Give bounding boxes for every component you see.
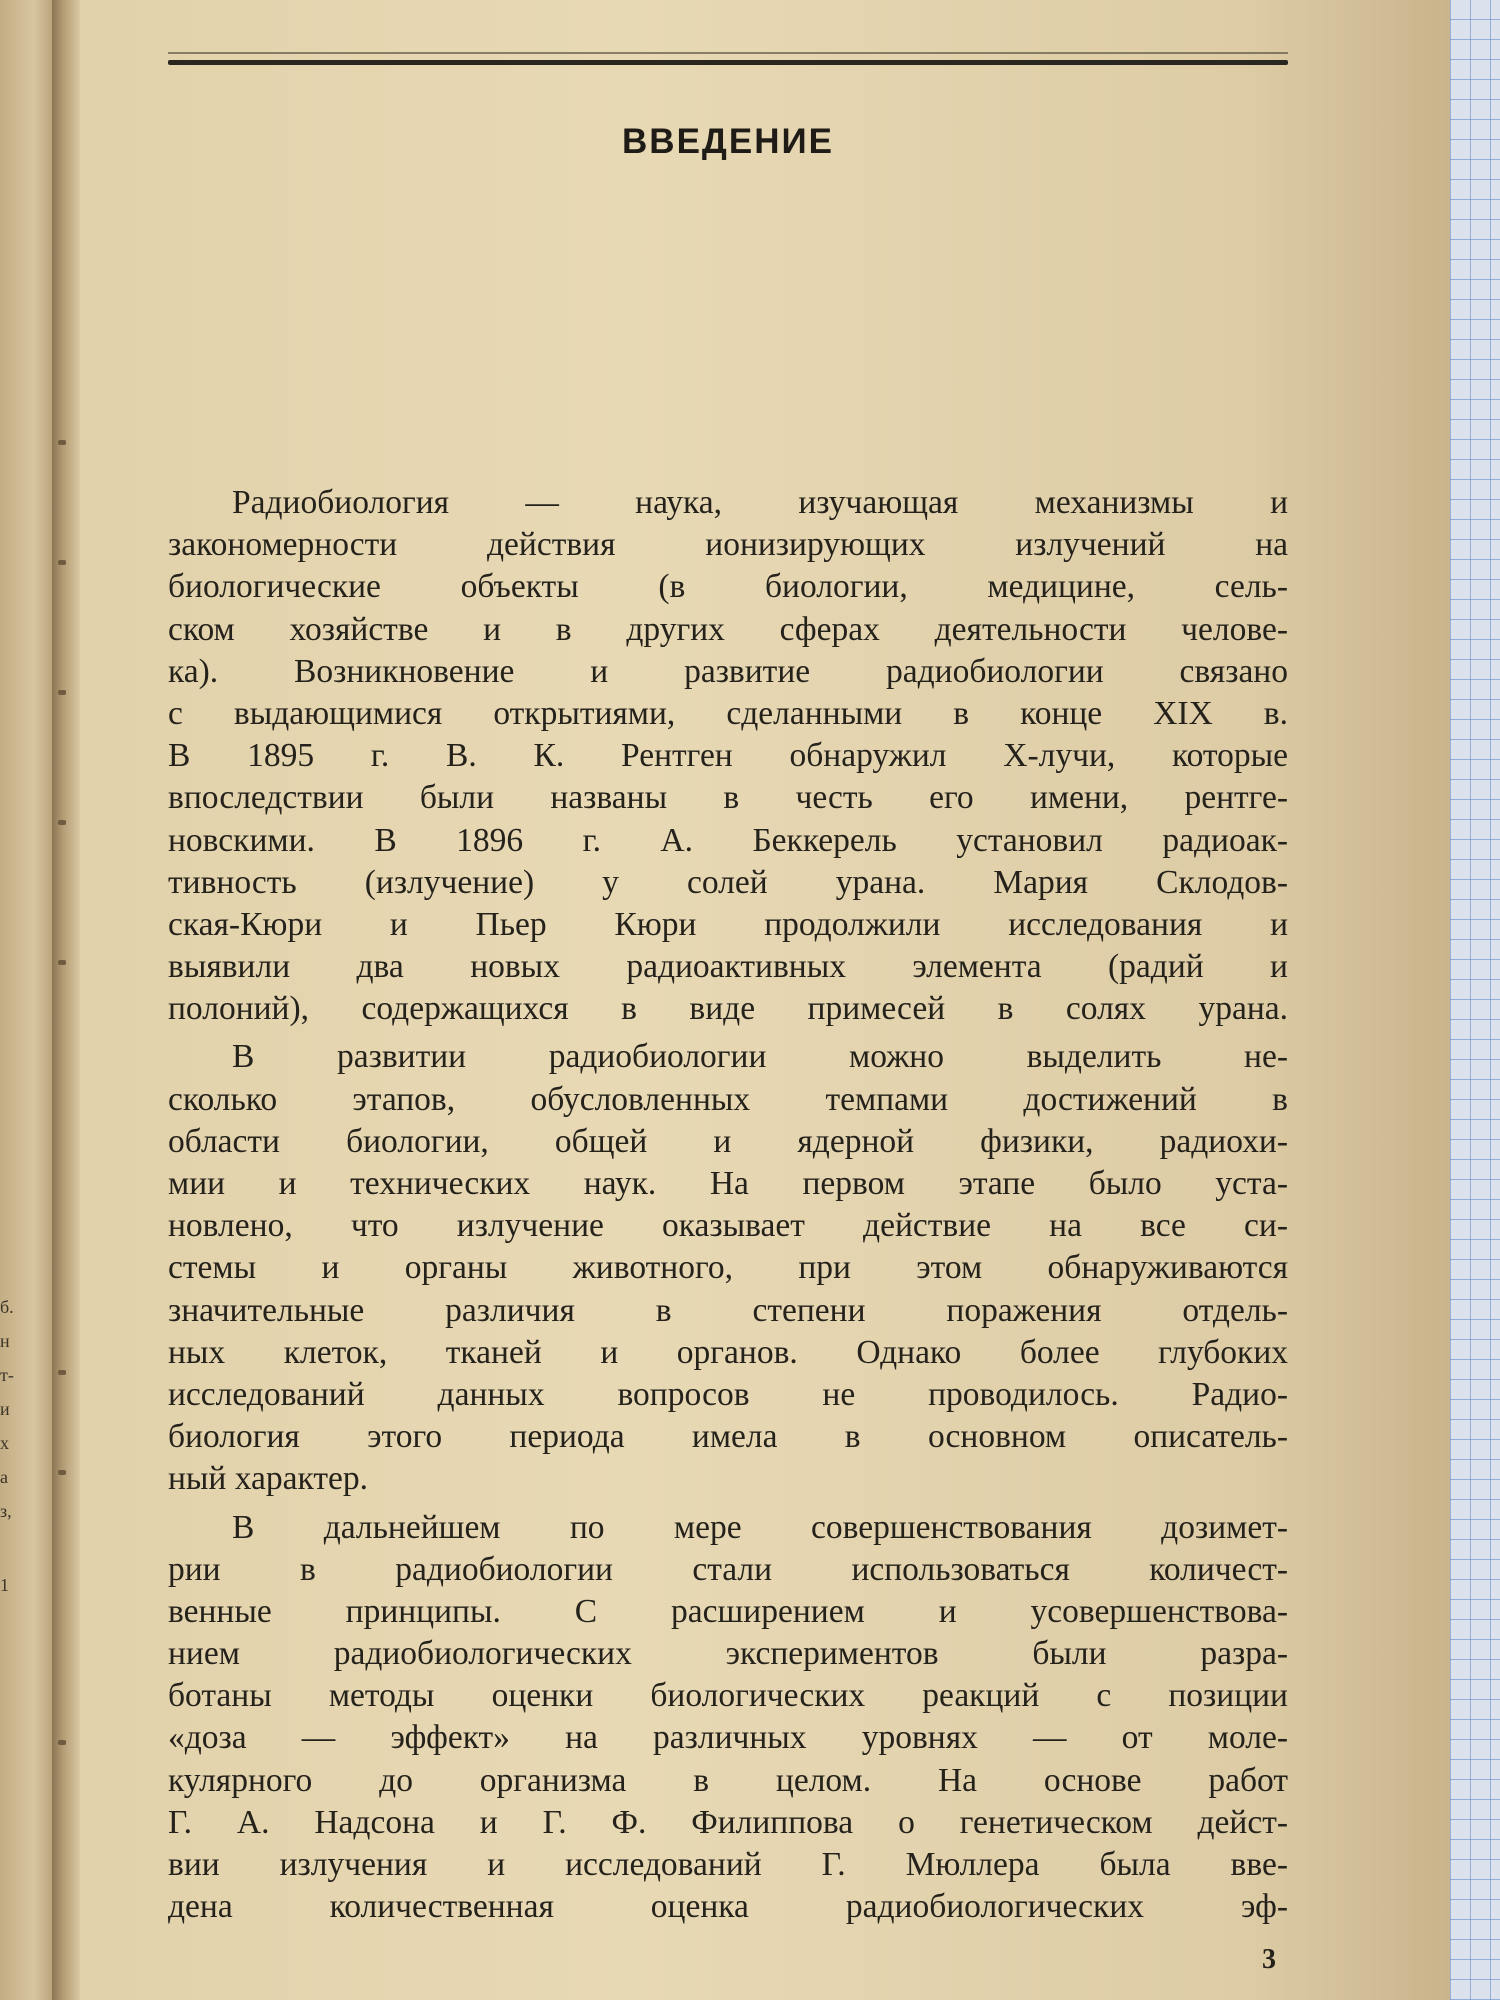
left-fragment: а — [0, 1467, 8, 1487]
text-line: впоследствии были названы в честь его имени, рентге- — [168, 779, 1288, 817]
left-fragment: 1 — [0, 1575, 9, 1595]
binding-stitch — [58, 1740, 66, 1745]
text-line: ка). Возникновение и развитие радиобиологии связано — [168, 652, 1288, 690]
graph-paper-background — [1450, 0, 1500, 2000]
binding-stitch — [58, 820, 66, 825]
text-line: выявили два новых радиоактивных элемента (радий и — [168, 948, 1288, 986]
paragraph-1 — [168, 482, 1288, 1030]
paragraph-2 — [168, 1036, 1288, 1500]
header-rule — [168, 60, 1288, 65]
text-line: мии и технических наук. На первом этапе было уста- — [168, 1165, 1288, 1202]
left-fragment: з, — [0, 1501, 12, 1521]
text-line: Радиобиология — наука, изучающая механизмы и — [232, 484, 1288, 521]
text-line: кулярного до организма в целом. На основе работ — [168, 1761, 1288, 1799]
text-line: стемы и органы животного, при этом обнаруживаются — [168, 1249, 1288, 1287]
left-fragment: т- — [0, 1365, 14, 1385]
binding-stitch — [58, 560, 66, 565]
binding-stitch — [58, 1370, 66, 1375]
text-line: сколько этапов, обусловленных темпами достижений в — [168, 1080, 1288, 1118]
text-line: вии излучения и исследований Г. Мюллера была вве- — [168, 1846, 1288, 1883]
text-line: биология этого периода имела в основном описатель- — [168, 1418, 1288, 1456]
text-line: В 1895 г. В. К. Рентген обнаружил X-лучи, которые — [168, 737, 1288, 775]
text-line: ных клеток, тканей и органов. Однако более глубоких — [168, 1333, 1288, 1371]
text-line: с выдающимися открытиями, сделанными в конце XIX в. — [168, 694, 1288, 732]
text-line: значительные различия в степени поражения отдель- — [168, 1291, 1288, 1329]
text-line: тивность (излучение) у солей урана. Мария Склодов- — [168, 863, 1288, 901]
chapter-title: ВВЕДЕНИЕ — [622, 122, 834, 161]
binding-stitch — [58, 440, 66, 445]
text-line: «доза — эффект» на различных уровнях — от моле- — [168, 1719, 1288, 1757]
text-line: дена количественная оценка радиобиологических эф- — [168, 1888, 1288, 1926]
text-line: новлено, что излучение оказывает действие на все си- — [168, 1207, 1288, 1245]
text-line: закономерности действия ионизирующих излучений на — [168, 526, 1288, 564]
text-line: ском хозяйстве и в других сферах деятельности челове- — [168, 610, 1288, 648]
binding-stitch — [58, 960, 66, 965]
text-line: ская-Кюри и Пьер Кюри продолжили исследования и — [168, 905, 1288, 943]
body-text — [168, 482, 1288, 1934]
text-line: венные принципы. С расширением и усовершенствова- — [168, 1592, 1288, 1630]
text-line: области биологии, общей и ядерной физики, радиохи- — [168, 1122, 1288, 1160]
left-fragment: н — [0, 1331, 10, 1351]
text-line: нием радиобиологических экспериментов были разра- — [168, 1635, 1288, 1673]
binding-stitch — [58, 1470, 66, 1475]
paragraph-3 — [168, 1507, 1288, 1929]
left-fragment: б. — [0, 1297, 14, 1317]
text-line: исследований данных вопросов не проводилось. Радио- — [168, 1375, 1288, 1413]
text-line: В дальнейшем по мере совершенствования дозимет- — [232, 1508, 1288, 1546]
text-line: полоний), содержащихся в виде примесей в солях урана. — [168, 990, 1288, 1028]
text-line: ботаны методы оценки биологических реакций с позиции — [168, 1677, 1288, 1715]
left-page-text-fragments — [0, 1290, 20, 1602]
left-fragment: х — [0, 1433, 9, 1453]
text-line: рии в радиобиологии стали использоваться количест- — [168, 1550, 1288, 1588]
text-line: Г. А. Надсона и Г. Ф. Филиппова о генетическом дейст- — [168, 1803, 1288, 1841]
left-fragment: и — [0, 1399, 10, 1419]
text-line: ный характер. — [168, 1460, 369, 1498]
text-line: новскими. В 1896 г. А. Беккерель установил радиоак- — [168, 821, 1288, 859]
text-line: биологические объекты (в биологии, медицине, сель- — [168, 568, 1288, 606]
header-rule-thin — [168, 52, 1288, 54]
book-gutter — [52, 0, 80, 2000]
page-number: 3 — [1262, 1944, 1276, 1975]
binding-stitch — [58, 690, 66, 695]
text-line: В развитии радиобиологии можно выделить не- — [232, 1038, 1288, 1076]
